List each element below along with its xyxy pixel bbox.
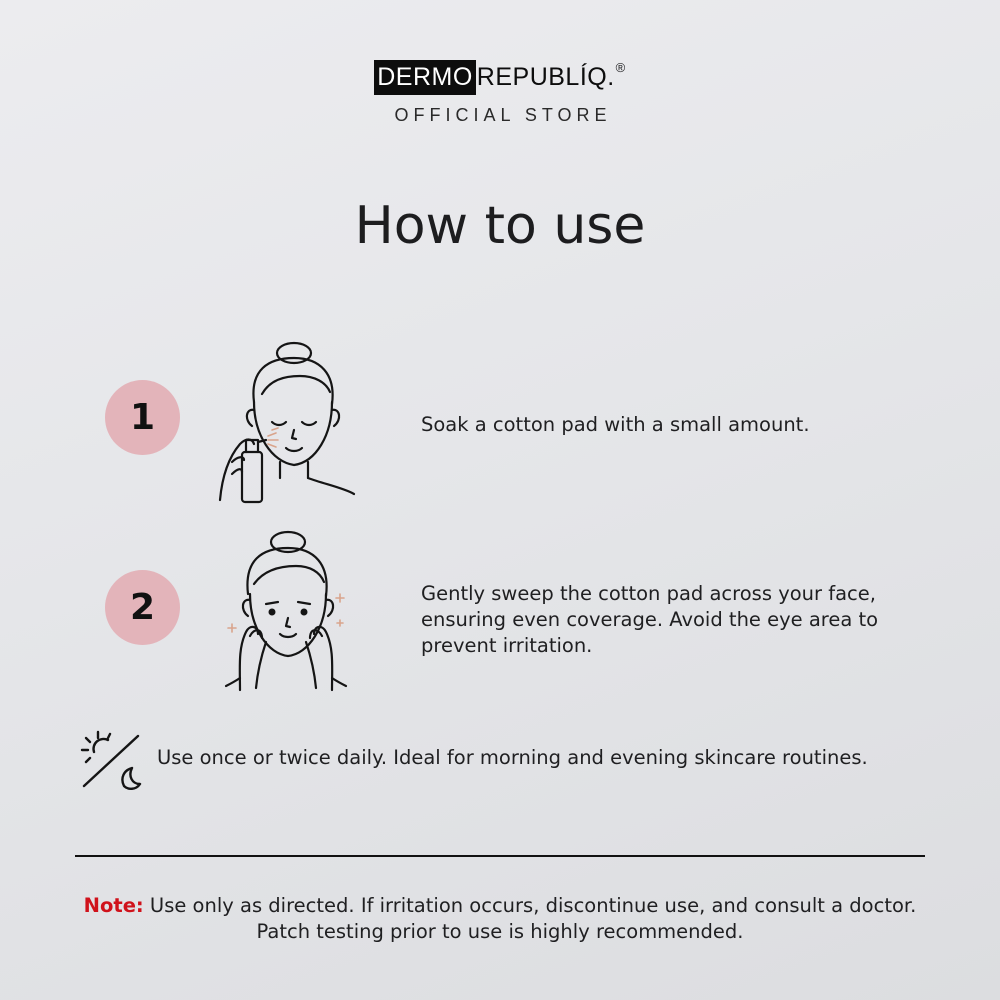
divider — [75, 855, 925, 857]
step-1 — [0, 340, 1000, 510]
note-label: Note: — [83, 894, 144, 917]
step-1-text: Soak a cotton pad with a small amount. — [421, 413, 810, 436]
brand-logo-republiq: REPUBLÍQ. — [476, 63, 615, 91]
brand-logo[interactable] — [374, 60, 626, 95]
woman-spraying-face-icon — [210, 340, 360, 514]
note-text-line-2: Patch testing prior to use is highly recommended. — [256, 920, 744, 943]
brand-logo-dermo: DERMO — [374, 60, 476, 95]
brand-subtitle: OFFICIAL STORE — [394, 105, 612, 125]
usage-frequency-text: Use once or twice daily. Ideal for morning and evening skincare routines. — [157, 746, 868, 769]
step-1-number-badge: 1 — [105, 380, 180, 455]
brand-header — [0, 60, 1000, 126]
usage-frequency — [0, 730, 1000, 794]
note-text: Use only as directed. If irritation occurs, discontinue use, and consult a doctor. — [143, 894, 917, 917]
registered-mark: ® — [615, 60, 626, 75]
step-2-text: Gently sweep the cotton pad across your face, ensuring even coverage. Avoid the eye area to prevent irritation. — [421, 582, 879, 657]
step-2 — [0, 528, 1000, 698]
page-title: How to use — [354, 196, 646, 256]
sun-moon-icon — [78, 730, 146, 796]
note — [0, 893, 1000, 945]
woman-touching-face-icon — [210, 528, 360, 702]
step-2-number-badge: 2 — [105, 570, 180, 645]
